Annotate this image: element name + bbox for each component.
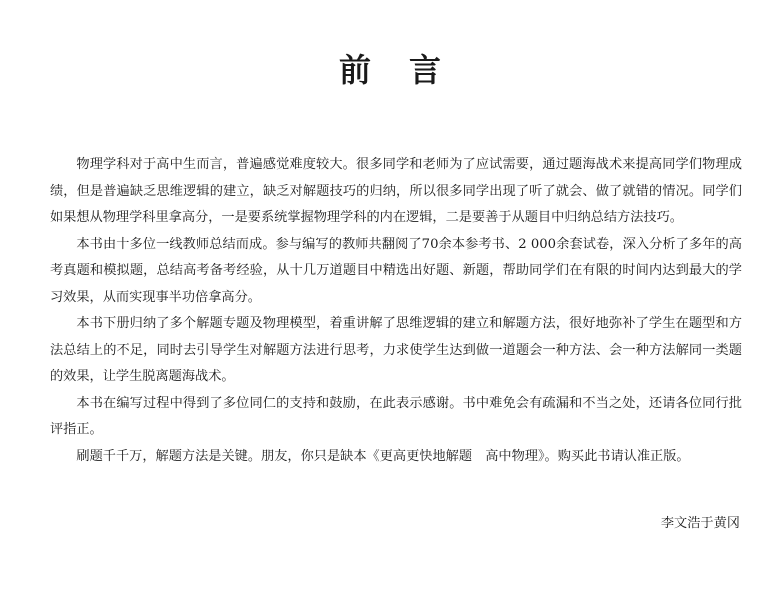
paragraph-2: 本书由十多位一线教师总结而成。参与编写的教师共翻阅了70余本参考书、2 000余套试卷，深入分析了多年的高考真题和模拟题，总结高考备考经验，从十几万道题目中精选出好题、新题，帮助同学们在有限的时间内达到最大的学习效果，从而实现事半功倍拿高分。 <box>50 236 742 305</box>
preface-body <box>50 152 742 470</box>
author-signature: 李文浩于黄冈 <box>660 516 740 531</box>
paragraph-5: 刷题千千万，解题方法是关键。朋友，你只是缺本《更高更快地解题 高中物理》。购买此书请认准正版。 <box>76 448 690 464</box>
paragraph-3: 本书下册归纳了多个解题专题及物理模型，着重讲解了思维逻辑的建立和解题方法，很好地弥补了学生在题型和方法总结上的不足，同时去引导学生对解题方法进行思考，力求使学生达到做一道题会一种方法、会一种方法解同一类题的效果，让学生脱离题海战术。 <box>50 316 742 384</box>
title-char-2: 言 <box>409 51 442 89</box>
title-char-1: 前 <box>338 51 371 89</box>
page-title <box>0 50 780 90</box>
paragraph-4: 本书在编写过程中得到了多位同仁的支持和鼓励，在此表示感谢。书中难免会有疏漏和不当之处，还请各位同行批评指正。 <box>50 395 742 437</box>
paragraph-1: 物理学科对于高中生而言，普遍感觉难度较大。很多同学和老师为了应试需要，通过题海战术来提高同学们物理成绩，但是普遍缺乏思维逻辑的建立，缺乏对解题技巧的归纳，所以很多同学出现了听了就会、做了就错的情况。同学们如果想从物理学科里拿高分，一是要系统掌握物理学科的内在逻辑，二是要善于从题目中归纳总结方法技巧。 <box>50 157 742 225</box>
